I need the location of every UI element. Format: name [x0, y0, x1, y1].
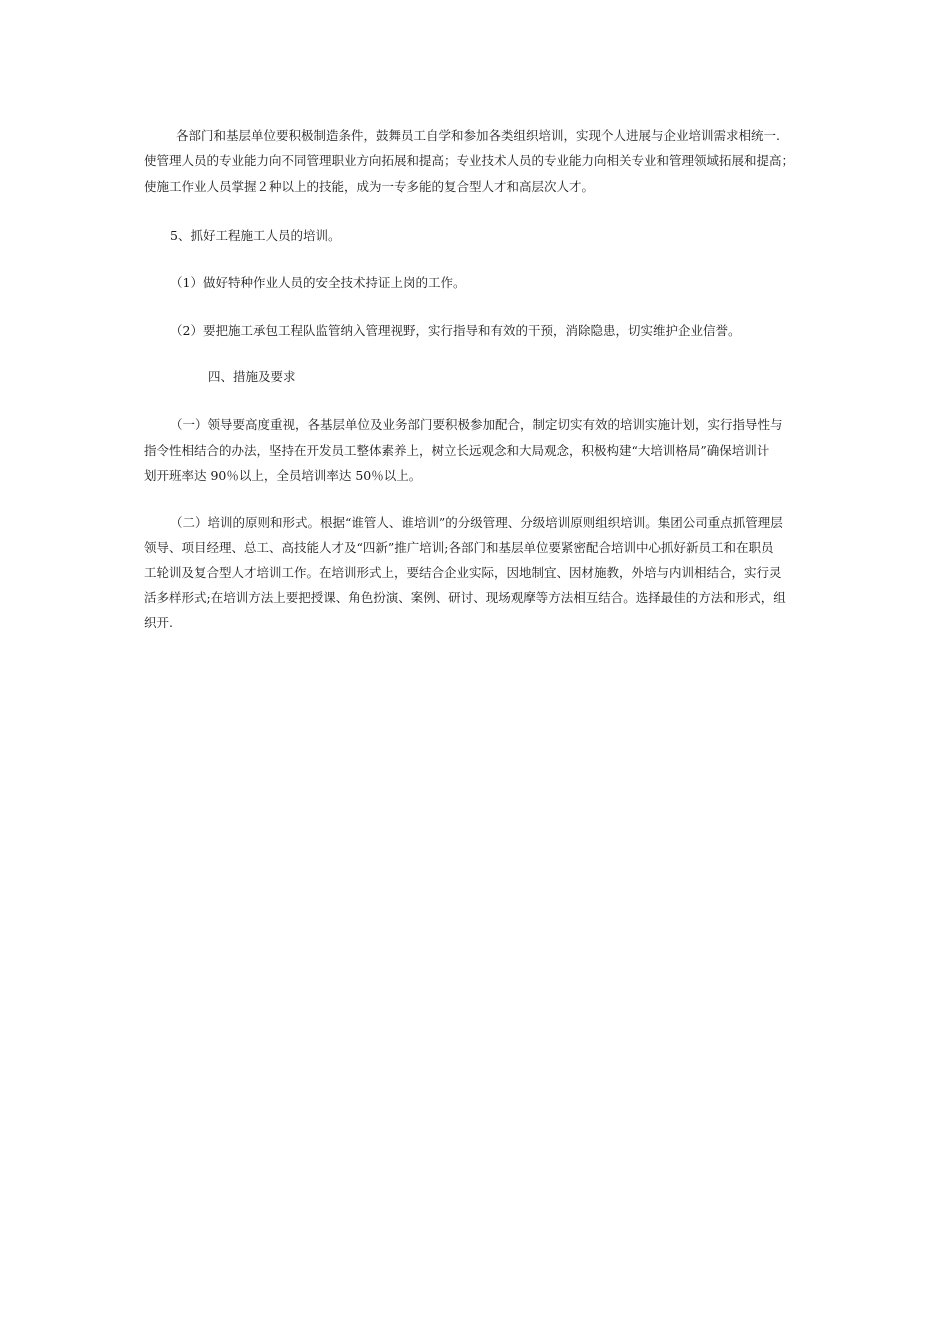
paragraph-1-line-1: 各部门和基层单位要积极制造条件，鼓舞员工自学和参加各类组织培训，实现个人进展与企业培训需求相统一.: [176, 128, 780, 143]
measure-1-line-1: （一）领导要高度重视，各基层单位及业务部门要积极参加配合，制定切实有效的培训实施计划，实行指导性与: [170, 417, 783, 432]
paragraph-1-line-3: 使施工作业人员掌握２种以上的技能，成为一专多能的复合型人才和高层次人才。: [144, 179, 595, 194]
measure-2-line-5: 织开.: [144, 615, 173, 630]
item-5-heading: 5、抓好工程施工人员的培训。: [170, 228, 341, 243]
measure-2-line-2: 领导、项目经理、总工、高技能人才及“四新”推广培训;各部门和基层单位要紧密配合培训中心抓好新员工和在职员: [144, 540, 774, 555]
paragraph-1-line-2: 使管理人员的专业能力向不同管理职业方向拓展和提高；专业技术人员的专业能力向相关专业和管理领域拓展和提高；: [144, 153, 795, 168]
measure-2-line-1: （二）培训的原则和形式。根据“谁管人、谁培训”的分级管理、分级培训原则组织培训。集团公司重点抓管理层: [170, 515, 783, 530]
item-5-2: （2）要把施工承包工程队监管纳入管理视野，实行指导和有效的干预，消除隐患，切实维护企业信誉。: [170, 323, 741, 338]
measure-2-line-3: 工轮训及复合型人才培训工作。在培训形式上，要结合企业实际，因地制宜、因材施教，外培与内训相结合，实行灵: [144, 565, 782, 580]
item-5-1: （1）做好特种作业人员的安全技术持证上岗的工作。: [170, 275, 466, 290]
section-4-heading: 四、措施及要求: [208, 369, 296, 384]
measure-1-line-3: 划开班率达 90％以上，全员培训率达 50％以上。: [144, 468, 422, 483]
measure-2-line-4: 活多样形式;在培训方法上要把授课、角色扮演、案例、研讨、现场观摩等方法相互结合。选择最佳的方法和形式，组: [144, 590, 786, 605]
measure-1-line-2: 指令性相结合的办法，坚持在开发员工整体素养上，树立长远观念和大局观念，积极构建“大培训格局”确保培训计: [144, 443, 770, 458]
